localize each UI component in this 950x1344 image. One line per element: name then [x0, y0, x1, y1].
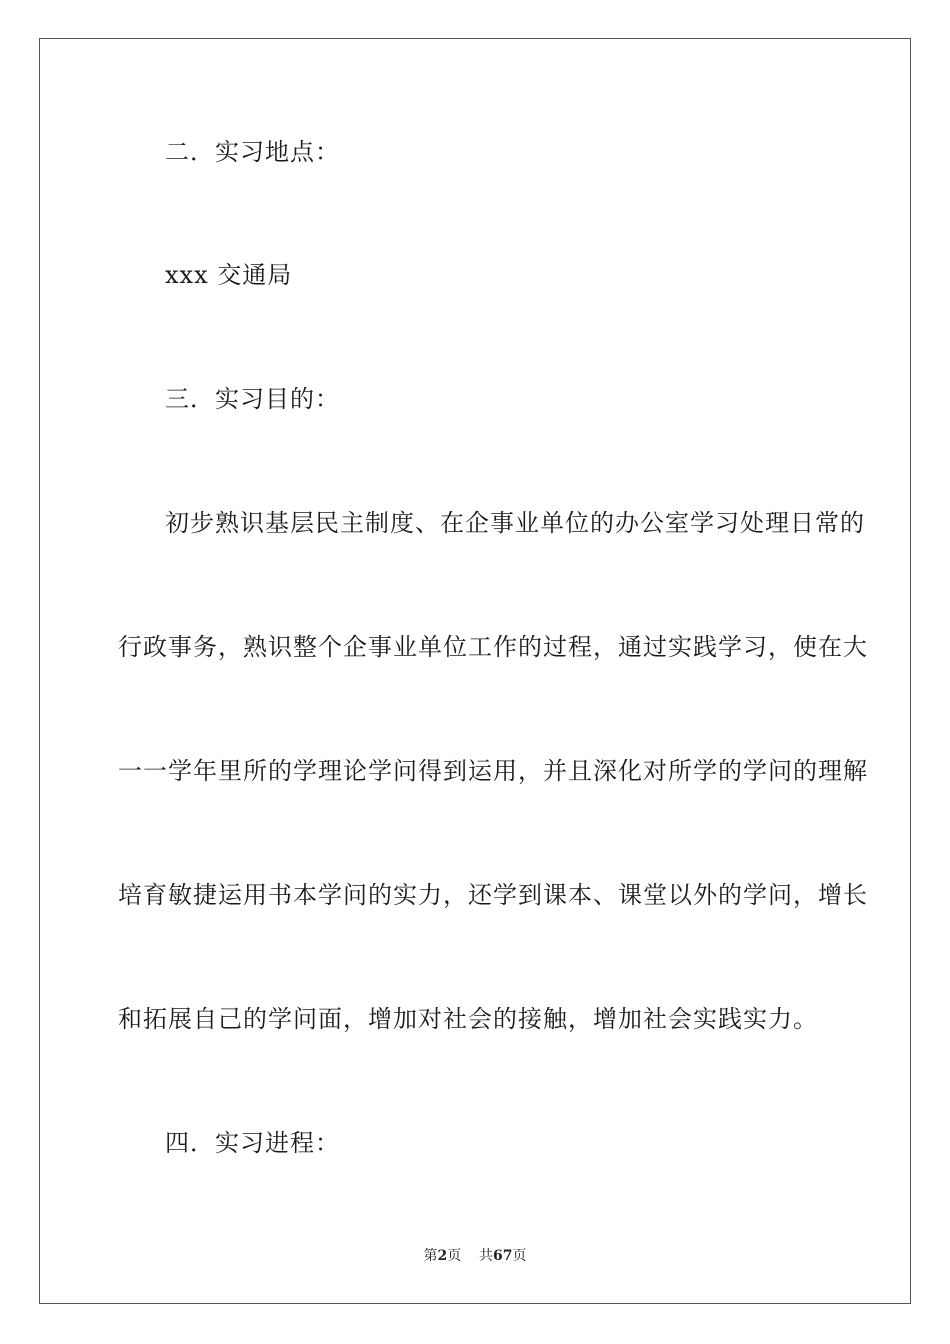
section-heading-process: 四．实习进程： — [165, 1129, 340, 1157]
footer-page-unit: 页 — [447, 1248, 462, 1264]
page-footer — [0, 1247, 950, 1265]
paragraph-line-2: 行政事务，熟识整个企事业单位工作的过程，通过实践学习，使在大 — [118, 633, 868, 661]
footer-total-prefix: 共 — [479, 1248, 494, 1264]
footer-page-prefix: 第 — [423, 1248, 438, 1264]
page-border — [39, 38, 911, 1304]
paragraph-line-5: 和拓展自己的学问面，增加对社会的接触，增加社会实践实力。 — [118, 1005, 818, 1033]
footer-total-unit: 页 — [512, 1248, 527, 1264]
section-heading-purpose: 三．实习目的： — [165, 385, 340, 413]
paragraph-line-3: 一一学年里所的学理论学问得到运用，并且深化对所学的学问的理解 — [118, 757, 868, 785]
section-heading-location: 二．实习地点： — [165, 138, 340, 166]
footer-total-pages: 67 — [493, 1248, 513, 1264]
location-text: xxx 交通局 — [165, 261, 293, 289]
paragraph-line-1: 初步熟识基层民主制度、在企事业单位的办公室学习处理日常的 — [165, 509, 865, 537]
footer-page-number: 2 — [437, 1248, 448, 1264]
paragraph-line-4: 培育敏捷运用书本学问的实力，还学到课本、课堂以外的学问，增长 — [118, 881, 868, 909]
